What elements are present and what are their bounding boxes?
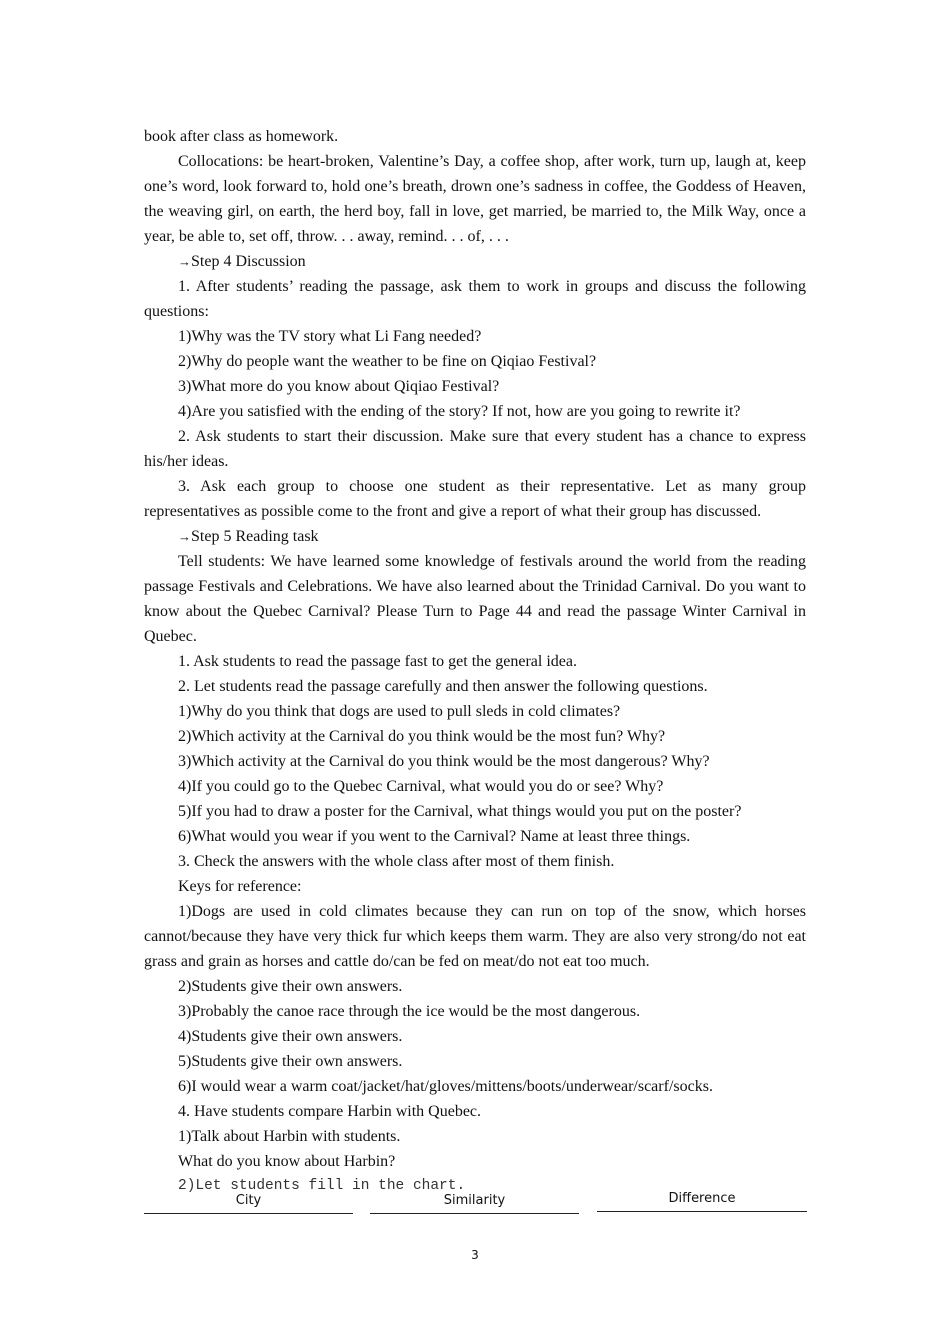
paragraph: [144, 249, 806, 274]
paragraph-text: Tell students: We have learned some knowledge of festivals around the world from the reading passage Festivals and Celebrations. We have also learned about the Trinidad Carnival. Do you want to know about the Quebec Carnival? Please Turn to Page 44 and read the passage Winter Carnival in Quebec.: [144, 553, 806, 645]
paragraph: [144, 399, 806, 424]
paragraph: [144, 1149, 806, 1174]
arrow-icon: →: [178, 529, 191, 544]
paragraph: [144, 549, 806, 649]
document-body: [144, 124, 806, 1199]
paragraph-text: 3. Ask each group to choose one student as their representative. Let as many group representatives as possible come to the front and give a report of what their group has discussed.: [144, 478, 806, 520]
paragraph: [144, 1074, 806, 1099]
paragraph: [144, 474, 806, 524]
paragraph: [144, 324, 806, 349]
chart-header-difference: Difference: [597, 1191, 807, 1212]
paragraph: [144, 424, 806, 474]
paragraph-text: Collocations: be heart-broken, Valentine’s Day, a coffee shop, after work, turn up, laugh at, keep one’s word, look forward to, hold one’s breath, drown one’s sadness in coffee, the Goddess of Heaven, the weaving girl, on earth, the herd boy, fall in love, get married, be married to, the Milk Way, once a year, be able to, set off, throw. . . away, remind. . . of, . . .: [144, 153, 806, 245]
paragraph: [144, 649, 806, 674]
paragraph-text: 6)I would wear a warm coat/jacket/hat/gloves/mittens/boots/underwear/scarf/socks.: [178, 1078, 713, 1095]
paragraph-text: 1. Ask students to read the passage fast to get the general idea.: [178, 653, 577, 670]
paragraph-text: 4)Students give their own answers.: [178, 1028, 403, 1045]
page-number: 3: [471, 1248, 479, 1262]
paragraph-text: 2)Let students fill in the chart.: [178, 1178, 466, 1194]
paragraph: [144, 849, 806, 874]
paragraph-text: 2)Why do people want the weather to be fine on Qiqiao Festival?: [178, 353, 597, 370]
paragraph: [144, 349, 806, 374]
paragraph: [144, 1049, 806, 1074]
paragraph-text: Step 4 Discussion: [191, 253, 306, 270]
paragraph: [144, 774, 806, 799]
paragraph-text: 1)Why do you think that dogs are used to pull sleds in cold climates?: [178, 703, 621, 720]
paragraph: [144, 799, 806, 824]
paragraph-text: 2)Students give their own answers.: [178, 978, 403, 995]
paragraph-text: 6)What would you wear if you went to the Carnival? Name at least three things.: [178, 828, 691, 845]
paragraph-text: 3. Check the answers with the whole class after most of them finish.: [178, 853, 615, 870]
paragraph-text: 4. Have students compare Harbin with Quebec.: [178, 1103, 482, 1120]
paragraph-text: What do you know about Harbin?: [178, 1153, 396, 1170]
paragraph-text: 2)Which activity at the Carnival do you think would be the most fun? Why?: [178, 728, 666, 745]
paragraph-text: 1)Dogs are used in cold climates because they can run on top of the snow, which horses cannot/because they have very thick fur which keeps them warm. They are also very strong/do not eat grass and grain as horses and cattle do/can be fed on meat/do not eat too much.: [144, 903, 806, 970]
chart-header-similarity: Similarity: [370, 1193, 579, 1214]
paragraph: [144, 824, 806, 849]
paragraph: [144, 874, 806, 899]
paragraph-text: 5)If you had to draw a poster for the Carnival, what things would you put on the poster?: [178, 803, 742, 820]
paragraph: [144, 674, 806, 699]
paragraph: [144, 724, 806, 749]
paragraph-text: 3)Probably the canoe race through the ice would be the most dangerous.: [178, 1003, 641, 1020]
paragraph: [144, 1124, 806, 1149]
paragraph: [144, 974, 806, 999]
paragraph-text: Step 5 Reading task: [191, 528, 319, 545]
paragraph-text: 1)Talk about Harbin with students.: [178, 1128, 401, 1145]
paragraph: [144, 1099, 806, 1124]
paragraph: [144, 999, 806, 1024]
paragraph: [144, 749, 806, 774]
paragraph-text: 4)Are you satisfied with the ending of the story? If not, how are you going to rewrite it?: [178, 403, 741, 420]
paragraph-text: 3)What more do you know about Qiqiao Festival?: [178, 378, 500, 395]
chart-header-city: City: [144, 1193, 353, 1214]
paragraph-text: 1. After students’ reading the passage, ask them to work in groups and discuss the following questions:: [144, 278, 806, 320]
paragraph: [144, 274, 806, 324]
paragraph: [144, 374, 806, 399]
paragraph: [144, 149, 806, 249]
paragraph-text: 2. Ask students to start their discussion. Make sure that every student has a chance to express his/her ideas.: [144, 428, 806, 470]
paragraph: [144, 524, 806, 549]
paragraph-text: 4)If you could go to the Quebec Carnival, what would you do or see? Why?: [178, 778, 664, 795]
arrow-icon: →: [178, 254, 191, 269]
paragraph-text: 1)Why was the TV story what Li Fang needed?: [178, 328, 482, 345]
paragraph: [144, 1024, 806, 1049]
paragraph-text: 2. Let students read the passage carefully and then answer the following questions.: [178, 678, 708, 695]
paragraph-text: 5)Students give their own answers.: [178, 1053, 403, 1070]
paragraph: [144, 124, 806, 149]
paragraph-text: 3)Which activity at the Carnival do you think would be the most dangerous? Why?: [178, 753, 710, 770]
comparison-chart-header: [144, 1193, 807, 1215]
paragraph: [144, 899, 806, 974]
paragraph-text: book after class as homework.: [144, 128, 339, 145]
paragraph: [144, 699, 806, 724]
paragraph-text: Keys for reference:: [178, 878, 302, 895]
